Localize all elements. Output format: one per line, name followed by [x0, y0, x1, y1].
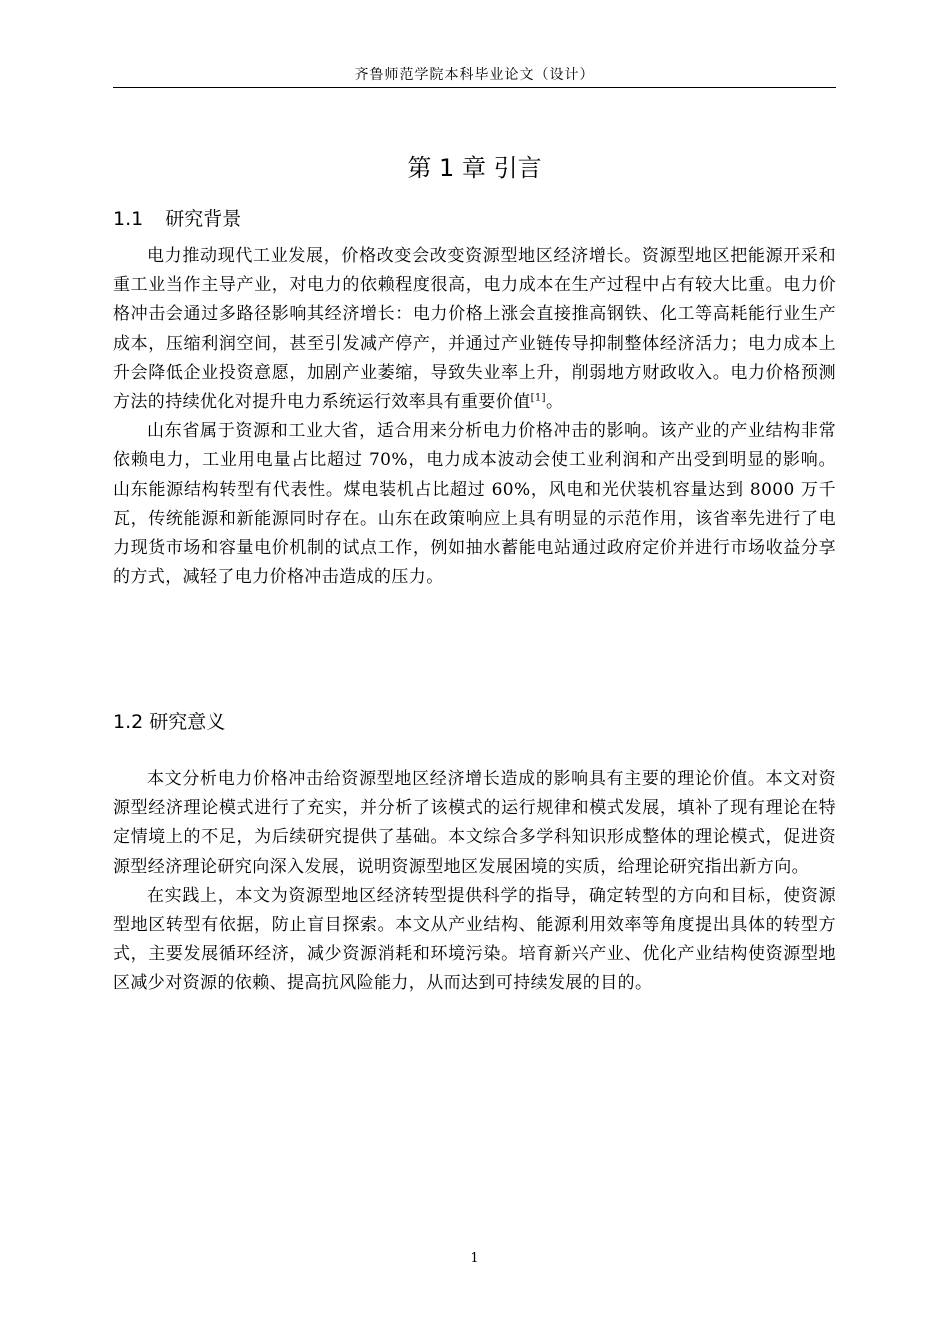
- paragraph-tail: 。: [545, 392, 564, 413]
- paragraph: 在实践上，本文为资源型地区经济转型提供科学的指导，确定转型的方向和目标，使资源型地区转型有依据，防止盲目探索。本文从产业结构、能源利用效率等角度提出具体的转型方式，主要发展循环经济，减少资源消耗和环境污染。培育新兴产业、优化产业结构使资源型地区减少对资源的依赖、提高抗风险能力，从而达到可持续发展的目的。: [113, 885, 836, 994]
- header-divider: [113, 87, 836, 88]
- section-body-1-2: [113, 765, 836, 999]
- section-title: 研究意义: [149, 711, 226, 733]
- paragraph: [113, 242, 836, 417]
- section-title: 研究背景: [165, 208, 242, 230]
- chapter-title: 第 1 章 引言: [407, 154, 542, 182]
- paragraph: 本文分析电力价格冲击给资源型地区经济增长造成的影响具有主要的理论价值。本文对资源型经济理论模式进行了充实，并分析了该模式的运行规律和模式发展，填补了现有理论在特定情境上的不足，为后续研究提供了基础。本文综合多学科知识形成整体的理论模式，促进资源型经济理论研究向深入发展，说明资源型地区发展困境的实质，给理论研究指出新方向。: [113, 769, 836, 877]
- section-heading-1-1: [113, 205, 241, 233]
- section-number: 1.2: [113, 711, 144, 733]
- section-body-1-1: [113, 242, 836, 592]
- paragraph-text: 电力推动现代工业发展，价格改变会改变资源型地区经济增长。资源型地区把能源开采和重工业当作主导产业，对电力的依赖程度很高，电力成本在生产过程中占有较大比重。电力价格冲击会通过多路径影响其经济增长：电力价格上涨会直接推高钢铁、化工等高耗能行业生产成本，压缩利润空间，甚至引发减产停产，并通过产业链传导抑制整体经济活力；电力成本上升会降低企业投资意愿，加剧产业萎缩，导致失业率上升，削弱地方财政收入。电力价格预测方法的持续优化对提升电力系统运行效率具有重要价值: [113, 246, 836, 413]
- paragraph: 山东省属于资源和工业大省，适合用来分析电力价格冲击的影响。该产业的产业结构非常依赖电力，工业用电量占比超过 70%，电力成本波动会使工业利润和产出受到明显的影响。山东能源结构转型有代表性。煤电装机占比超过 60%，风电和光伏装机容量达到 8000 万千瓦，传统能源和新能源同时存在。山东在政策响应上具有明显的示范作用，该省率先进行了电力现货市场和容量电价机制的试点工作，例如抽水蓄能电站通过政府定价并进行市场收益分享的方式，减轻了电力价格冲击造成的压力。: [113, 421, 836, 588]
- page-number: 1: [470, 1251, 479, 1266]
- page-header: 齐鲁师范学院本科毕业论文（设计）: [354, 67, 595, 83]
- citation-marker[interactable]: [1]: [530, 392, 546, 404]
- section-heading-1-2: [113, 708, 225, 736]
- section-number: 1.1: [113, 208, 144, 230]
